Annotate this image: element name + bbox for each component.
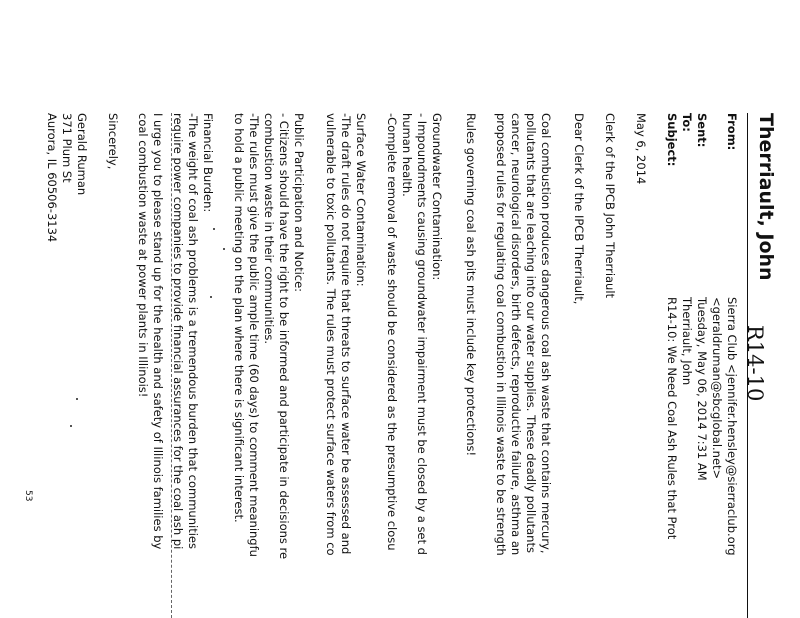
signature-address-line: Aurora, IL 60506-3134: [45, 113, 59, 243]
letter-date: May 6, 2014: [634, 113, 648, 185]
paragraph-line: require power companies to provide financial assurances for the coal ash pi: [171, 113, 185, 550]
section-heading-financial-burden: Financial Burden:: [201, 113, 215, 213]
paragraph-line: vulnerable to toxic pollutants. The rules must protect surface waters from co: [324, 113, 338, 556]
paragraph-line: I urge you to please stand up for the health and safety of Illinois families by: [151, 113, 165, 550]
header-from-label: From:: [725, 113, 739, 151]
paragraph-line: - Citizens should have the right to be informed and participate in decisions re: [277, 113, 291, 560]
paragraph-line: -The weight of coal ash problems is a tremendous burden that communities: [186, 113, 200, 549]
rules-intro: Rules governing coal ash pits must include key protections!: [464, 113, 478, 457]
sender-name-heading: Therriault, John: [755, 113, 777, 281]
header-sent-label: Sent:: [695, 113, 709, 148]
paragraph-line: cancer, neurological disorders, birth defects, reproductive failure, asthma an: [509, 113, 523, 556]
paragraph-line: Coal combustion produces dangerous coal ash waste that contains mercury,: [539, 113, 553, 554]
signature-name: Gerald Ruman: [75, 113, 89, 196]
page-number: 53: [23, 490, 33, 502]
paragraph-line: proposed rules for regulating coal combustion in Illinois waste to be strength: [494, 113, 508, 556]
paragraph-line: pollutants that are leaching into our water supplies. These deadly pollutants: [524, 113, 538, 553]
section-heading-groundwater: Groundwater Contamination:: [430, 113, 444, 281]
header-to-label: To:: [680, 113, 694, 132]
salutation: Dear Clerk of the IPCB Therriault,: [572, 113, 586, 305]
paragraph-line: -The rules must give the public ample time (60 days) to comment meaningfu: [247, 113, 261, 557]
scan-speck: [213, 228, 215, 230]
header-to-value: Therriault, John: [680, 297, 694, 386]
docket-reference: R14-10: [743, 325, 767, 402]
paragraph-line: - Impoundments causing groundwater impairment must be closed by a set d: [415, 113, 429, 555]
scan-speck: [70, 425, 72, 427]
paragraph-line: -Complete removal of waste should be considered as the presumptive closu: [385, 113, 399, 551]
header-subject-value: R14-10: We Need Coal Ash Rules that Prot: [665, 297, 679, 540]
addressee: Clerk of the IPCB John Therriault: [603, 113, 617, 299]
scan-speck: [76, 398, 78, 400]
header-from-value: Sierra Club <jennifer.hensley@sierraclub.org: [725, 297, 739, 556]
closing: Sincerely,: [106, 113, 120, 170]
dashed-separator: [171, 113, 172, 618]
paragraph-line: human health.: [400, 113, 414, 197]
signature-address-line: 371 Plum St: [60, 113, 74, 183]
section-heading-surface-water: Surface Water Contamination:: [354, 113, 368, 287]
header-sent-value: Tuesday, May 06, 2014 7:31 AM: [695, 297, 709, 481]
section-heading-public-participation: Public Participation and Notice:: [292, 113, 306, 293]
paragraph-line: coal combustion waste at power plants in Illinois!: [136, 113, 150, 398]
paragraph-line: combustion waste in their communities.: [262, 113, 276, 345]
scan-speck: [210, 296, 212, 298]
scan-speck: [223, 248, 225, 250]
paragraph-line: -The draft rules do not require that threats to surface water be assessed and: [339, 113, 353, 555]
header-from-value-continued: <geraldruman@sbcglobal.net>: [710, 297, 724, 480]
paragraph-line: to hold a public meeting on the plan where there is significant interest.: [232, 113, 246, 523]
header-subject-label: Subject:: [665, 113, 679, 167]
